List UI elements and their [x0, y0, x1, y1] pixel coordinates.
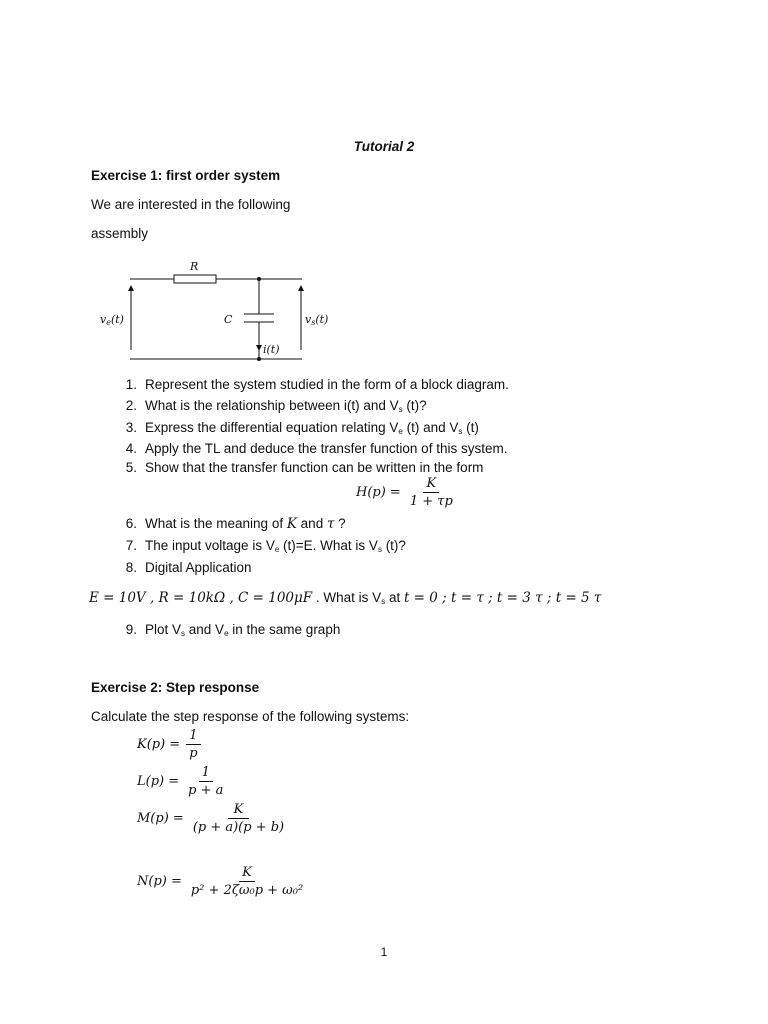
question-3: 3. Express the differential equation relating $V_e$ (t) and $V_s$ (t) — [125, 420, 479, 436]
question-6: 6. What is the meaning of K and τ ? — [125, 516, 346, 532]
question-4: 4. Apply the TL and deduce the transfer function of this system. — [125, 441, 508, 456]
output-voltage-arrow-icon — [298, 285, 304, 291]
output-voltage-label: vs(t) — [305, 313, 329, 327]
formula-L: L(p) = $\frac{1}{p + a}$ — [137, 765, 224, 798]
transfer-function-formula: H(p) = $\frac{K}{1 + \tau p}$ — [356, 476, 453, 509]
input-voltage-arrow-icon — [128, 285, 134, 291]
question-2: 2. What is the relationship between i(t) and $V_s$ (t)? — [125, 398, 427, 414]
formula-M: M(p) = $\frac{K}{(p + a)(p + b)}$ — [137, 802, 285, 835]
rc-circuit-diagram — [90, 255, 350, 370]
formula-K: K(p) = $\frac{1}{p}$ — [137, 728, 201, 761]
question-8: 8. Digital Application — [125, 560, 252, 575]
current-arrow-icon — [256, 345, 262, 351]
exercise2-intro: Calculate the step response of the following systems: — [91, 709, 410, 724]
input-voltage-label: ve(t) — [100, 313, 124, 327]
resistor-label: R — [190, 260, 199, 273]
page-number: 1 — [380, 945, 388, 959]
question-9: 9. Plot $V_s$ and $V_e$ in the same graph — [125, 622, 341, 638]
numeric-application-line: E = 10V , R = 10kΩ , C = 100μF . What is $V_s$ at t = 0 ; t = τ ; t = 3 τ ; t = 5 τ — [89, 590, 602, 606]
capacitor-label: C — [224, 313, 233, 326]
question-1: 1. Represent the system studied in the form of a block diagram. — [125, 377, 509, 392]
exercise2-heading: Exercise 2: Step response — [91, 680, 260, 695]
question-5: 5. Show that the transfer function can be written in the form — [125, 460, 484, 475]
resistor-symbol — [174, 275, 216, 283]
page-title: Tutorial 2 — [353, 139, 415, 154]
exercise1-intro-line2: assembly — [91, 226, 149, 241]
exercise1-intro-line1: We are interested in the following — [91, 197, 291, 212]
exercise1-heading: Exercise 1: first order system — [91, 168, 281, 183]
current-label: i(t) — [263, 343, 280, 356]
question-7: 7. The input voltage is $V_e$ (t)=E. What is $V_s$ (t)? — [125, 538, 406, 554]
formula-N: N(p) = $\frac{K}{\text{p² + 2ζω₀p + ω₀²}}$ — [137, 865, 304, 898]
